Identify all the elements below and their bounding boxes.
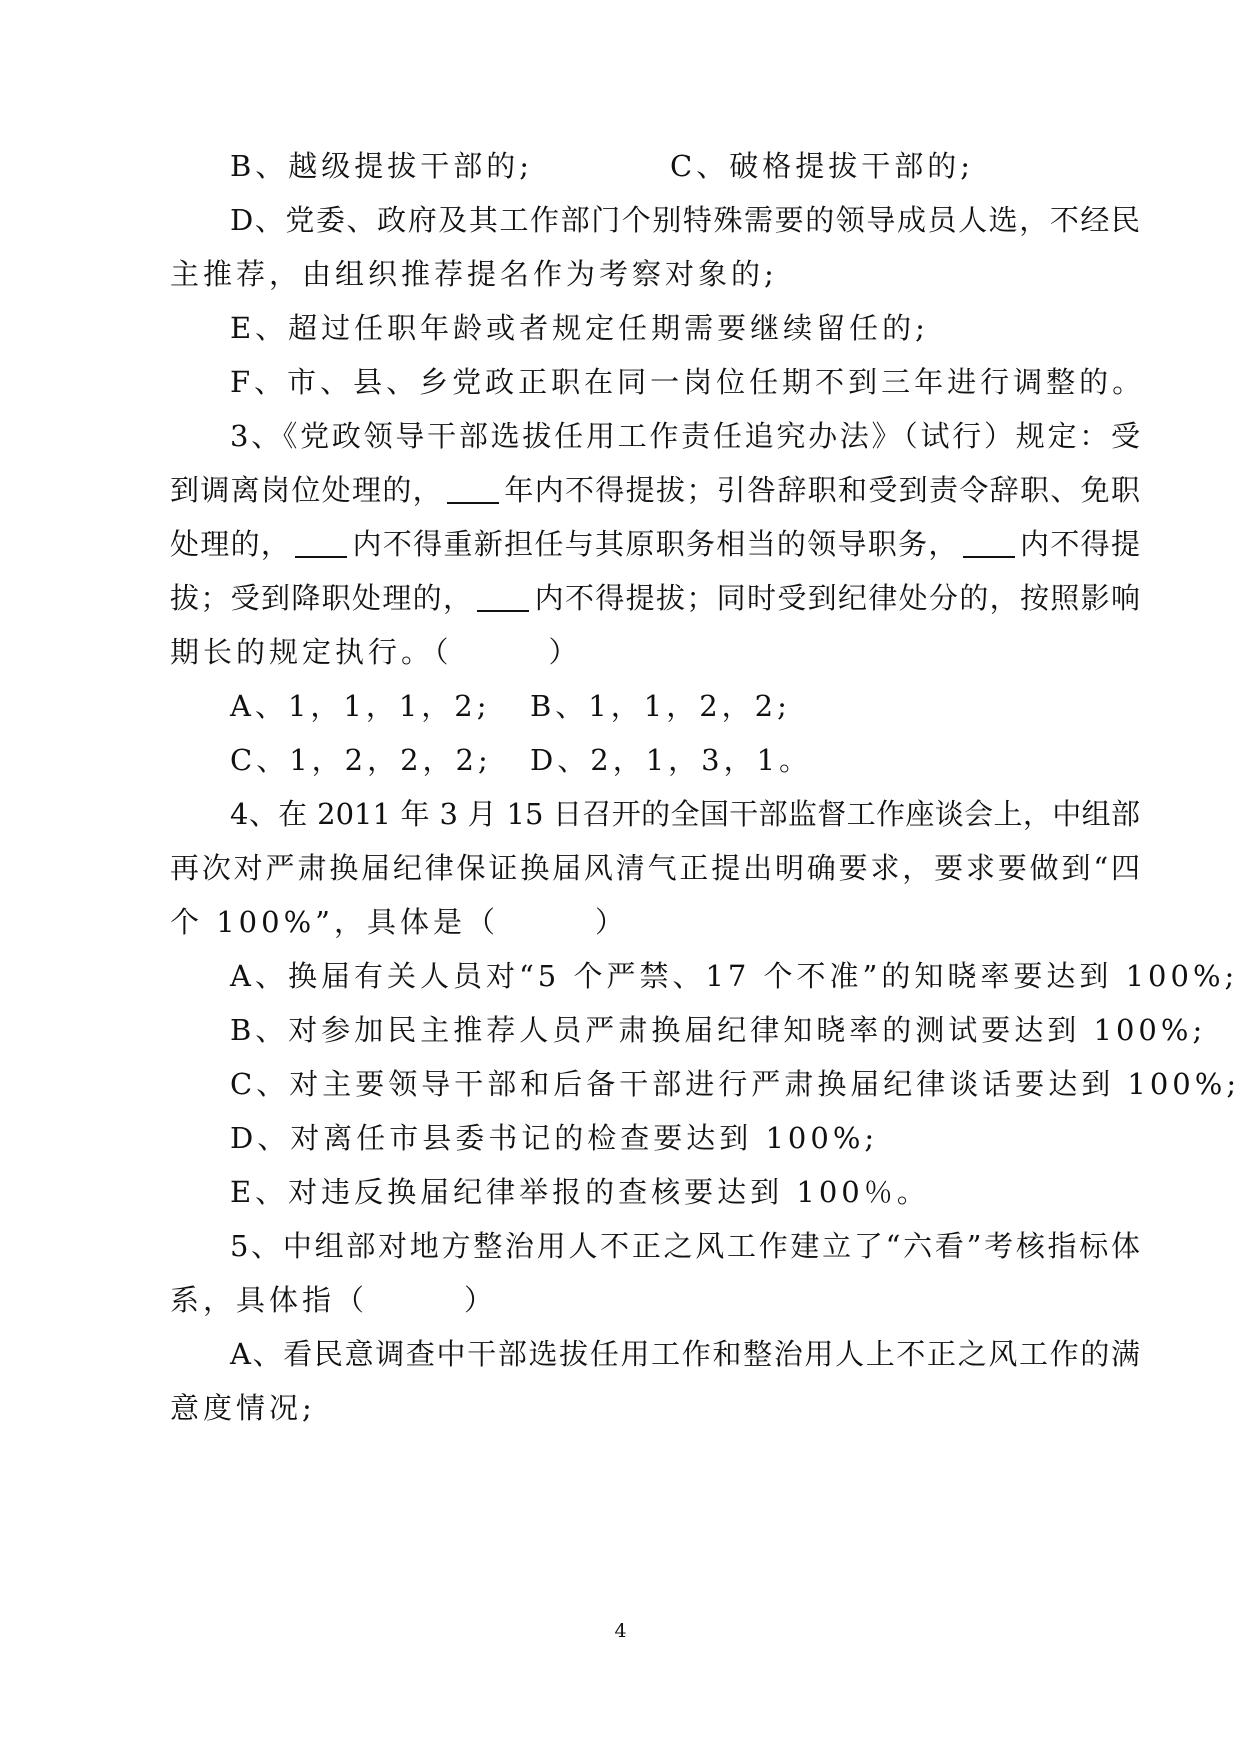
- q3-option-row-cd: [230, 738, 813, 782]
- q3-blank-1: [447, 472, 499, 504]
- q4-option-a: A、换届有关人员对“5 个严禁、17 个不准”的知晓率要达到 100%;: [230, 959, 1239, 993]
- q3-blank-2: [295, 526, 347, 558]
- q3-stem-line5-part-a: 期长的规定执行。（: [170, 635, 453, 669]
- q5-stem-line2-part-a: 系，具体指（: [170, 1283, 369, 1317]
- q2-option-row-bc: [230, 144, 974, 188]
- q5-option-a-line1: A、看民意调查中干部选拔任用工作和整治用人上不正之风工作的满: [230, 1337, 1140, 1371]
- q3-option-a: A、1，1，1，2;: [230, 689, 491, 723]
- q3-option-row-ab: [230, 684, 791, 728]
- q5-stem-line2-part-b: ）: [464, 1283, 498, 1317]
- q4-stem-line3: [170, 900, 628, 944]
- q2-option-d-line1: D、党委、政府及其工作部门个别特殊需要的领导成员人选，不经民: [230, 203, 1140, 237]
- q3-stem-line3-part-a: 处理的，: [170, 527, 292, 561]
- q4-stem-line3-part-a: 个 100%”，具体是（: [170, 905, 499, 939]
- q3-blank-4: [477, 580, 529, 612]
- q3-stem-line1: 3、《党政领导干部选拔任用工作责任追究办法》（试行）规定：受: [230, 419, 1140, 453]
- q3-stem-line4-part-a: 拔；受到降职处理的，: [170, 581, 474, 615]
- page-number: 4: [614, 1620, 627, 1642]
- q4-option-d: D、对离任市县委书记的检查要达到 100%;: [230, 1121, 879, 1155]
- q4-stem-line3-part-b: ）: [594, 905, 628, 939]
- q2-option-e: E、超过任职年龄或者规定任期需要继续留任的;: [230, 311, 929, 345]
- q5-option-a-line2: 意度情况;: [170, 1391, 316, 1425]
- q3-stem-line2-part-a: 到调离岗位处理的，: [170, 473, 443, 507]
- q3-stem-line3: [170, 522, 1140, 566]
- q3-option-c: C、1，2，2，2;: [230, 743, 492, 777]
- q3-stem-line2: [170, 468, 1140, 512]
- q3-stem-line4-part-b: 内不得提拔；同时受到纪律处分的，按照影响: [533, 581, 1140, 615]
- q2-option-c: C、破格提拔干部的;: [670, 149, 974, 183]
- q2-option-b: B、越级提拔干部的;: [230, 149, 534, 183]
- q3-stem-line5: [170, 630, 582, 674]
- q3-stem-line3-part-c: 内不得提: [1018, 527, 1140, 561]
- q4-option-c: C、对主要领导干部和后备干部进行严肃换届纪律谈话要达到 100%;: [230, 1067, 1241, 1101]
- q3-blank-3: [963, 526, 1015, 558]
- q3-stem-line3-part-b: 内不得重新担任与其原职务相当的领导职务，: [351, 527, 959, 561]
- q4-option-e: E、对违反换届纪律举报的查核要达到 100％。: [230, 1175, 930, 1209]
- q3-stem-line5-part-b: ）: [548, 635, 582, 669]
- q4-stem-line1: 4、在 2011 年 3 月 15 日召开的全国干部监督工作座谈会上，中组部: [230, 797, 1140, 831]
- q3-stem-line2-part-b: 年内不得提拔；引咎辞职和受到责令辞职、免职: [503, 473, 1140, 507]
- q4-stem-line2: 再次对严肃换届纪律保证换届风清气正提出明确要求，要求要做到“四: [170, 851, 1140, 885]
- q4-option-b: B、对参加民主推荐人员严肃换届纪律知晓率的测试要达到 100%;: [230, 1013, 1207, 1047]
- q2-option-d-line2: 主推荐，由组织推荐提名作为考察对象的;: [170, 257, 778, 291]
- q5-stem-line2: [170, 1278, 497, 1322]
- q3-option-b: B、1，1，2，2;: [530, 689, 791, 723]
- q3-stem-line4: [170, 576, 1140, 620]
- q3-option-d: D、2，1，3，1。: [530, 743, 813, 777]
- q5-stem-line1: 5、中组部对地方整治用人不正之风工作建立了“六看”考核指标体: [230, 1229, 1140, 1263]
- q2-option-f: F、市、县、乡党政正职在同一岗位任期不到三年进行调整的。: [230, 365, 1146, 399]
